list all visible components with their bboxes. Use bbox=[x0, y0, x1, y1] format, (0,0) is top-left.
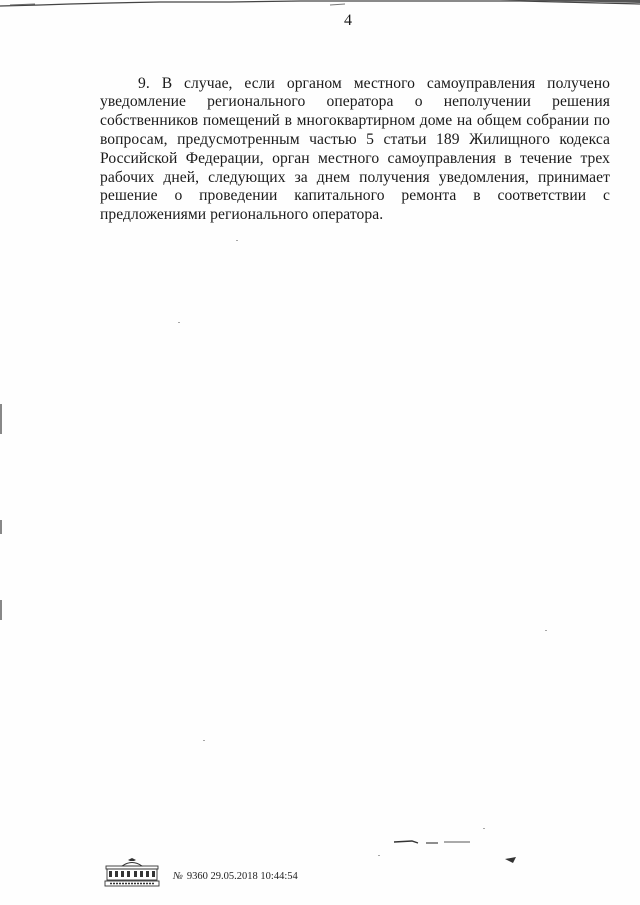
scan-speck bbox=[203, 740, 205, 741]
scan-edge-top bbox=[0, 0, 640, 8]
government-building-logo bbox=[104, 858, 160, 888]
scan-speck bbox=[545, 630, 547, 631]
page-number: 4 bbox=[344, 12, 352, 29]
pen-mark bbox=[504, 855, 518, 865]
number-sign: № bbox=[173, 871, 183, 882]
scan-speck bbox=[483, 828, 485, 829]
scan-speck bbox=[378, 855, 380, 856]
registration-number-datetime: 9360 29.05.2018 10:44:54 bbox=[186, 871, 298, 882]
margin-mark bbox=[0, 520, 2, 534]
paragraph-9: 9. В случае, если органом местного самоуправления получено уведомление регионального оператора о неполучении решения собственников помещений в многоквартирном доме на общем собрании по вопросам, предусмотренным частью 5 статьи 189 Жилищного кодекса Российской Федерации, орган местного самоуправления в течение трех рабочих дней, следующих за днем получения уведомления, принимает решение о проведении капитального ремонта в соответствии с предложениями регионального оператора. bbox=[100, 74, 610, 224]
scan-speck bbox=[178, 322, 180, 323]
margin-mark bbox=[0, 600, 2, 620]
registration-stamp bbox=[104, 858, 364, 888]
margin-mark bbox=[0, 404, 2, 434]
registration-text bbox=[173, 871, 298, 882]
scan-speck bbox=[236, 240, 238, 241]
pen-stroke bbox=[392, 836, 472, 848]
